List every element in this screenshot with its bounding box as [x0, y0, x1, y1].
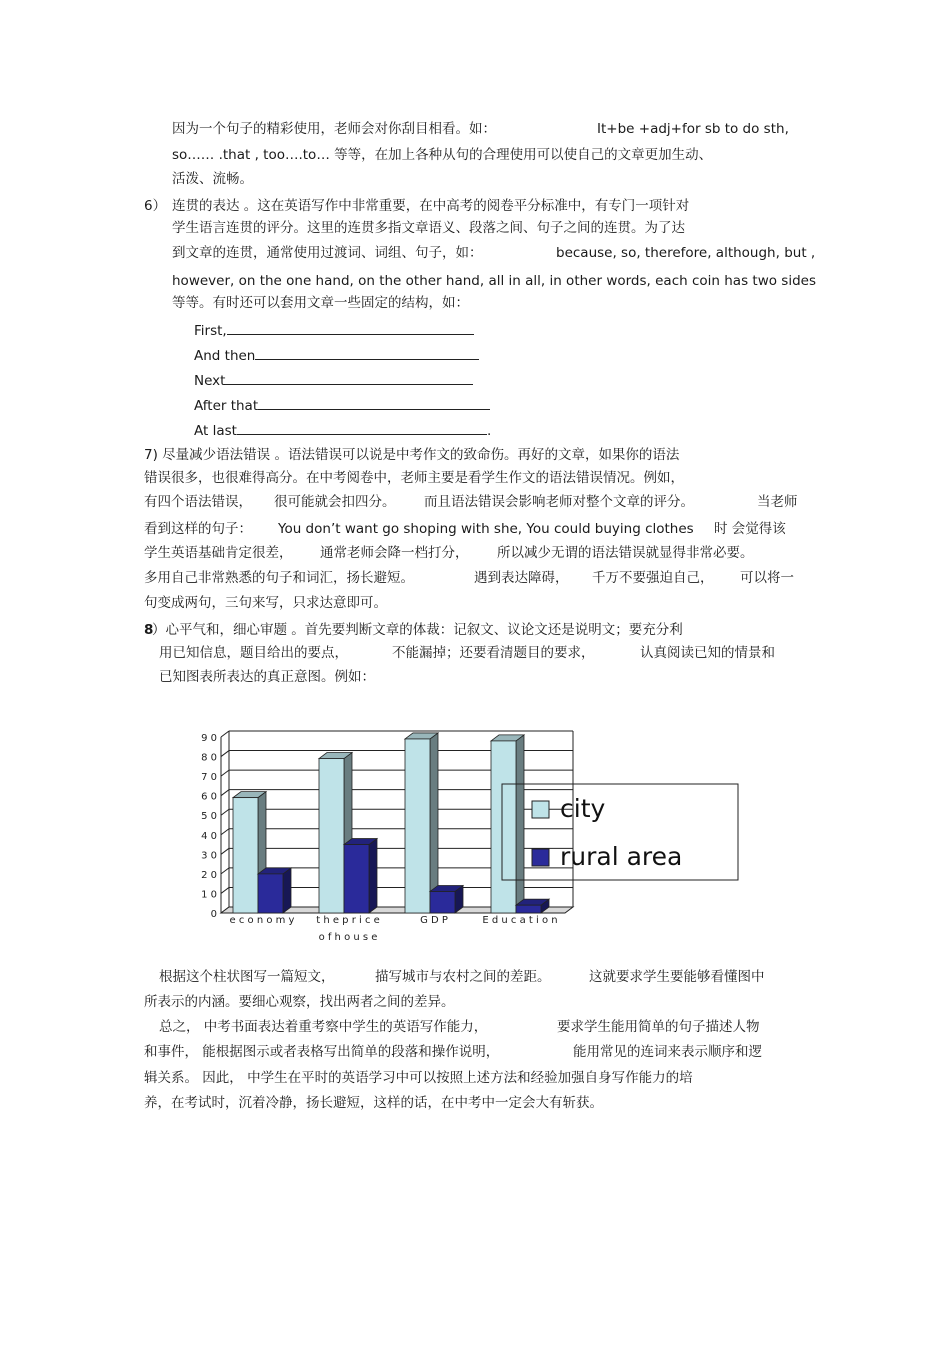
para7-line6a: 多用自己非常熟悉的句子和词汇，扬长避短。 [144, 570, 414, 586]
summary-line3b: 要求学生能用简单的句子描述人物 [557, 1019, 760, 1035]
para8-line3: 已知图表所表达的真正意图。例如： [159, 669, 375, 685]
y-tick-label: 2 0 [201, 869, 217, 881]
para5-line2: so…… .that , too….to… 等等，在加上各种从句的合理使用可以使自己的文章更加生动、 [172, 147, 713, 163]
para7-line6d: 可以将一 [740, 570, 794, 586]
para7-line3b: 很可能就会扣四分。 [274, 494, 396, 510]
summary-line1b: 描写城市与农村之间的差距。 [375, 969, 551, 985]
grid-line [221, 731, 229, 737]
summary-line3a: 总之， 中考书面表达着重考察中学生的英语写作能力， [159, 1019, 488, 1035]
y-tick-label: 7 0 [201, 772, 217, 784]
y-tick-label: 6 0 [201, 791, 217, 803]
bar-city-3 [405, 733, 438, 913]
grid-line [221, 887, 229, 893]
para5-line3: 活泼、流畅。 [172, 171, 253, 187]
y-tick-label: 8 0 [201, 752, 217, 764]
blank-and-then: And then [194, 346, 479, 364]
para7-line4b: You don’t want go shoping with she, You could buying clothes [278, 521, 694, 537]
para8-number: 8 [144, 622, 154, 638]
para7-line6b: 遇到表达障碍， [474, 570, 569, 586]
y-tick-label: 4 0 [201, 830, 217, 842]
para7-line6c: 千万不要强迫自己， [592, 570, 714, 586]
legend-swatch [532, 801, 549, 818]
para7-line5a: 学生英语基础肯定很差， [144, 545, 293, 561]
x-tick-label: t h e p r i c e [316, 915, 380, 926]
bar-rural-area-2 [344, 839, 377, 913]
para7-line4a: 看到这样的句子： [144, 521, 252, 537]
para7-line7: 句变成两句，三句来写，只求达意即可。 [144, 595, 387, 611]
para7-line5b: 通常老师会降一档打分， [320, 545, 469, 561]
grid-line [221, 809, 229, 815]
legend-label: city [560, 794, 606, 823]
bar-city-4 [491, 735, 524, 913]
para5-line1a: 因为一个句子的精彩使用，老师会对你刮目相看。如： [172, 121, 496, 137]
x-tick-label: e c o n o m y [229, 915, 295, 926]
para6-line5: 等等。有时还可以套用文章一些固定的结构，如： [172, 295, 469, 311]
summary-line4a: 和事件， 能根据图示或者表格写出简单的段落和操作说明， [144, 1044, 500, 1060]
y-tick-label: 1 0 [201, 889, 217, 901]
para6-number: 6） [144, 198, 167, 214]
grid-line [221, 751, 229, 757]
para5-line1b: It+be +adj+for sb to do sth, [597, 121, 789, 137]
grid-line [221, 868, 229, 874]
para8-line2c: 认真阅读已知的情景和 [640, 645, 775, 661]
grid-line [221, 770, 229, 776]
bar-rural-area-3 [430, 885, 463, 913]
para8-line1: ）心平气和，细心审题 。首先要判断文章的体裁：记叙文、议论文还是说明文；要充分利 [152, 622, 683, 638]
grid-line [221, 790, 229, 796]
para6-line3a: 到文章的连贯，通常使用过渡词、词组、句子，如： [172, 245, 483, 261]
summary-line6: 养，在考试时，沉着冷静，扬长避短，这样的话，在中考中一定会大有斩获。 [144, 1095, 603, 1111]
para7-line5c: 所以减少无谓的语法错误就显得非常必要。 [497, 545, 754, 561]
para7-line3c: 而且语法错误会影响老师对整个文章的评分。 [424, 494, 694, 510]
summary-line2: 所表示的内涵。要细心观察，找出两者之间的差异。 [144, 994, 455, 1010]
para6-line4: however, on the one hand, on the other hand, all in all, in other words, each coin has two sides [172, 273, 816, 289]
para7-line4c: 时 会觉得该 [714, 521, 786, 537]
x-tick-label: E d u c a t i o n [482, 915, 558, 926]
summary-line4b: 能用常见的连词来表示顺序和逻 [573, 1044, 762, 1060]
y-tick-label: 0 [210, 909, 217, 920]
blank-at-last: At last . [194, 423, 492, 439]
para6-line3b: because, so, therefore, although, but , [556, 245, 816, 261]
para6-line1: 连贯的表达 。这在英语写作中非常重要，在中高考的阅卷平分标准中，有专门一项针对 [172, 198, 690, 214]
summary-line1a: 根据这个柱状图写一篇短文， [159, 969, 335, 985]
legend-label: rural area [560, 842, 683, 871]
blank-next: Next [194, 371, 473, 389]
grid-line [221, 829, 229, 835]
y-tick-label: 5 0 [201, 811, 217, 823]
para7-line3a: 有四个语法错误， [144, 494, 252, 510]
para7-line1: 7) 尽量减少语法错误 。语法错误可以说是中考作文的致命伤。再好的文章，如果你的语法 [144, 447, 680, 463]
bar-rural-area-1 [258, 868, 291, 913]
x-tick-label: G D P [420, 915, 448, 926]
para6-line2: 学生语言连贯的评分。这里的连贯多指文章语义、段落之间、句子之间的连贯。为了达 [172, 220, 685, 236]
bar-rural-area-4 [516, 899, 549, 913]
summary-line5: 辑关系。 因此， 中学生在平时的英语学习中可以按照上述方法和经验加强自身写作能力的培 [144, 1070, 693, 1086]
grid-line [221, 848, 229, 854]
summary-line1c: 这就要求学生要能够看懂图中 [589, 969, 765, 985]
blank-after-that: After that [194, 396, 490, 414]
y-tick-label: 3 0 [201, 850, 217, 862]
para8-line2a: 用已知信息，题目给出的要点， [159, 645, 348, 661]
legend-swatch [532, 849, 549, 866]
blank-first: First, [194, 321, 474, 339]
x-tick-label: o f h o u s e [318, 932, 378, 943]
para8-line2b: 不能漏掉；还要看清题目的要求， [392, 645, 595, 661]
para7-line2: 错误很多，也很难得高分。在中考阅卷中，老师主要是看学生作文的语法错误情况。例如， [144, 470, 684, 486]
para7-line3d: 当老师 [757, 494, 798, 510]
y-tick-label: 9 0 [201, 733, 217, 744]
